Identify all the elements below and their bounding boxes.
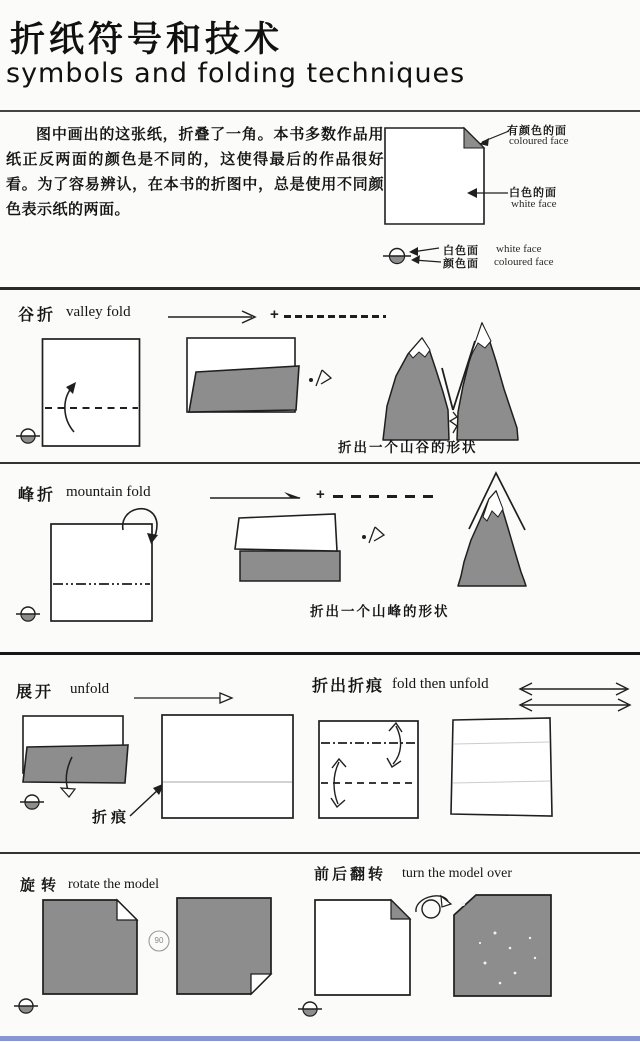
white-corner-flap [117,900,137,920]
legend-coloured-en: coloured face [494,256,554,268]
coloured-body [240,551,340,581]
paper-orientation-icon [14,999,38,1013]
paper-square [43,339,140,446]
paper-orientation-icon [298,1002,322,1016]
page-title-en: symbols and folding techniques [6,58,466,89]
paper-square [451,718,552,816]
eye-icon [309,370,331,386]
turnover-step-diagram [295,888,575,1028]
mountain-caption: 折出一个山峰的形状 [310,604,450,619]
mountain-fold-line-icon [333,495,437,498]
paper-orientation-icon [16,429,40,443]
mountain-step2-diagram [228,503,388,588]
paper-square [162,715,293,818]
coloured-corner-flap [391,900,410,919]
coloured-corner [464,128,484,148]
mountain-peak-drawing [448,466,558,594]
intro-paragraph: 图中画出的这张纸，折叠了一角。本书多数作品用纸正反两面的颜色是不同的，这使得最后的作品很好看。为了容易辨认，在本书的折图中，总是使用不同颜色表示纸的两面。 [6,126,384,218]
foldunfold-step2-diagram [445,710,557,822]
legend-arrow-white [409,247,439,256]
section-divider [0,287,640,290]
valley-fold-line-icon [284,315,386,318]
paper-orientation-icon [20,795,44,809]
plus-sign: + [316,486,325,503]
white-face-label-zh: 白色的面 [509,187,557,199]
mountain-title-en: mountain fold [66,484,151,500]
fold-then-unfold-arrows-icon [512,680,632,714]
folded-flap [23,745,128,783]
header-divider [0,110,640,112]
coloured-square-after [454,895,551,996]
section-divider [0,852,640,854]
white-face-label-en: white face [511,198,557,210]
turnover-title-en: turn the model over [402,866,513,881]
legend-arrow-coloured [411,255,441,264]
rotate-title-en: rotate the model [68,877,159,892]
rotate-title-zh: 旋转 [20,877,63,894]
valley-crack [450,412,457,433]
section-divider [0,462,640,464]
legend-coloured-zh: 颜色面 [443,258,479,270]
unfold-step2-diagram [155,705,300,823]
arrow-to-corner [479,131,509,146]
section-divider [0,652,640,655]
paper-orientation-icon [383,249,411,264]
paper-square [51,524,152,621]
mountain-title-zh: 峰折 [18,487,57,504]
valley-title-zh: 谷折 [18,307,57,324]
valley-step2-diagram [180,328,340,428]
bottom-blue-bar [0,1036,640,1041]
white-corner-flap [251,974,271,994]
coloured-face-label-zh: 有颜色的面 [507,125,567,137]
page-title-zh: 折纸符号和技术 [10,20,284,59]
mountain-step1-diagram [15,498,165,633]
fold-arrow-icon [166,309,266,327]
paper-orientation-icon [16,607,40,621]
legend-white-en: white face [496,243,542,255]
unfold-title-zh: 展开 [16,684,55,701]
folded-flap [189,366,299,412]
unfold-title-en: unfold [70,681,110,697]
legend-white-zh: 白色面 [443,245,479,257]
valley-step1-diagram [15,333,150,455]
plus-sign: + [270,306,279,323]
eye-icon [362,527,384,543]
foldunfold-title-en: fold then unfold [392,676,489,692]
rotate-degree-label: 90 [154,936,164,945]
turn-over-icon [416,896,451,918]
crease-label: 折痕 [92,809,131,826]
valley-title-en: valley fold [66,304,131,320]
rotate-step-diagram [10,892,290,1020]
turnover-title-zh: 前后翻转 [314,866,387,883]
coloured-face-label-en: coloured face [509,135,569,147]
folded-roof-flap [235,514,337,551]
valley-caption: 折出一个山谷的形状 [338,440,478,455]
foldunfold-step1-diagram [312,712,424,824]
foldunfold-title-zh: 折出折痕 [312,678,385,695]
valley-mountains-drawing [378,308,540,448]
